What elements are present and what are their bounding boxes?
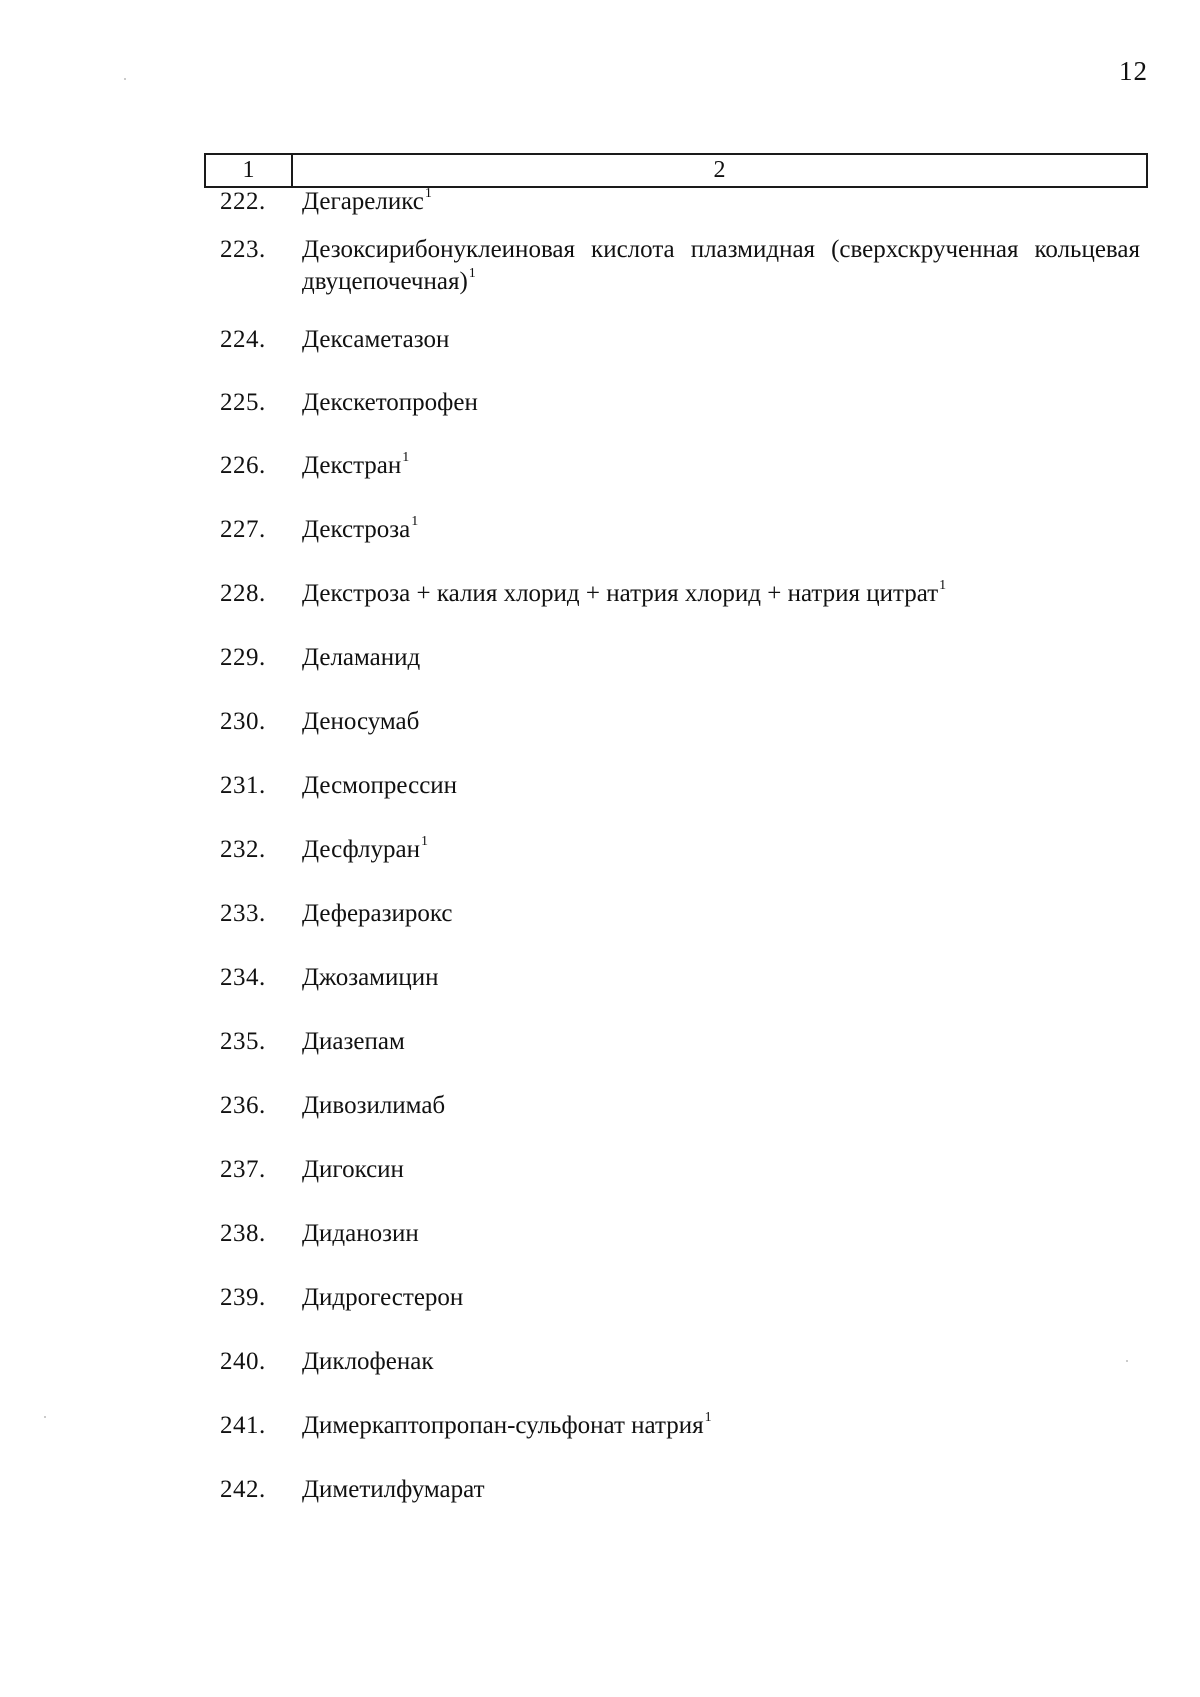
item-name: Дегареликс$^1$: [302, 185, 432, 215]
item-number: 224.: [220, 326, 266, 353]
item-name: Диметилфумарат: [302, 1476, 485, 1503]
scan-speck: [44, 1416, 46, 1418]
footnote-marker: 1: [421, 833, 429, 849]
item-name: Деламанид: [302, 644, 421, 671]
item-number: 235.: [220, 1028, 266, 1055]
item-number: 228.: [220, 580, 266, 607]
item-name: Дивозилимаб: [302, 1092, 446, 1119]
list-item: [220, 1474, 1140, 1506]
table-header: [204, 153, 1148, 188]
item-number: 237.: [220, 1156, 266, 1183]
footnote-marker: 1: [402, 449, 410, 465]
item-number: 229.: [220, 644, 266, 671]
item-number: 239.: [220, 1284, 266, 1311]
item-number: 238.: [220, 1220, 266, 1247]
list-item: [220, 514, 1140, 546]
list-item: [220, 770, 1140, 802]
item-number: 242.: [220, 1476, 266, 1503]
footnote-marker: 1: [468, 265, 476, 281]
item-name: Десмопрессин: [302, 772, 458, 799]
item-number: 225.: [220, 389, 266, 416]
list-item: [220, 642, 1140, 674]
column-1-header: 1: [206, 155, 293, 186]
list-item: [220, 706, 1140, 738]
list-item: [220, 324, 1140, 356]
item-number: 222.: [220, 188, 266, 215]
item-number: 233.: [220, 900, 266, 927]
item-name: Диклофенак: [302, 1348, 434, 1375]
item-name: Декстроза + калия хлорид + натрия хлорид + натрия цитрат$^1$: [302, 577, 947, 607]
list-item: [220, 1218, 1140, 1250]
list-item: [220, 578, 1140, 610]
item-number: 230.: [220, 708, 266, 735]
item-number: 232.: [220, 836, 266, 863]
list-item: [220, 1410, 1140, 1442]
footnote-marker: 1: [704, 1409, 712, 1425]
item-name: Десфлуран$^1$: [302, 833, 429, 863]
list-item: [220, 450, 1140, 482]
item-number: 236.: [220, 1092, 266, 1119]
item-name: Декскетопрофен: [302, 389, 478, 416]
list-item: [220, 834, 1140, 866]
scan-speck: [124, 78, 126, 80]
column-2-header: 2: [713, 157, 726, 183]
item-name: Джозамицин: [302, 964, 439, 991]
item-name: Димеркаптопропан-сульфонат натрия$^1$: [302, 1409, 712, 1439]
footnote-marker: 1: [411, 513, 419, 529]
item-name: Деносумаб: [302, 708, 420, 735]
item-name: Диазепам: [302, 1028, 405, 1055]
item-name: Дигоксин: [302, 1156, 404, 1183]
list-item: [220, 962, 1140, 994]
list-item: [220, 234, 1140, 298]
item-name: Декстран$^1$: [302, 449, 410, 479]
item-name: Дезоксирибонуклеиновая кислота плазмидная (сверхскрученная кольцевая двуцепочечная)$^1$: [302, 236, 1140, 295]
item-name: Диданозин: [302, 1220, 419, 1247]
item-number: 240.: [220, 1348, 266, 1375]
item-number: 227.: [220, 516, 266, 543]
list-item: [220, 387, 1140, 419]
item-number: 226.: [220, 452, 266, 479]
item-name: Дидрогестерон: [302, 1284, 464, 1311]
scan-speck: [1126, 1360, 1128, 1362]
item-number: 231.: [220, 772, 266, 799]
list-item: [220, 1154, 1140, 1186]
item-number: 223.: [220, 236, 266, 263]
list-item: [220, 1026, 1140, 1058]
item-name: Деферазирокс: [302, 900, 453, 927]
item-name: Декстроза$^1$: [302, 513, 419, 543]
list-item: [220, 186, 1140, 218]
list-item: [220, 1282, 1140, 1314]
list-item: [220, 1090, 1140, 1122]
item-number: 234.: [220, 964, 266, 991]
footnote-marker: 1: [424, 185, 432, 201]
list-item: [220, 1346, 1140, 1378]
item-name: Дексаметазон: [302, 326, 450, 353]
item-number: 241.: [220, 1412, 266, 1439]
page-number: 12: [1119, 56, 1148, 86]
list-item: [220, 898, 1140, 930]
footnote-marker: 1: [939, 577, 947, 593]
